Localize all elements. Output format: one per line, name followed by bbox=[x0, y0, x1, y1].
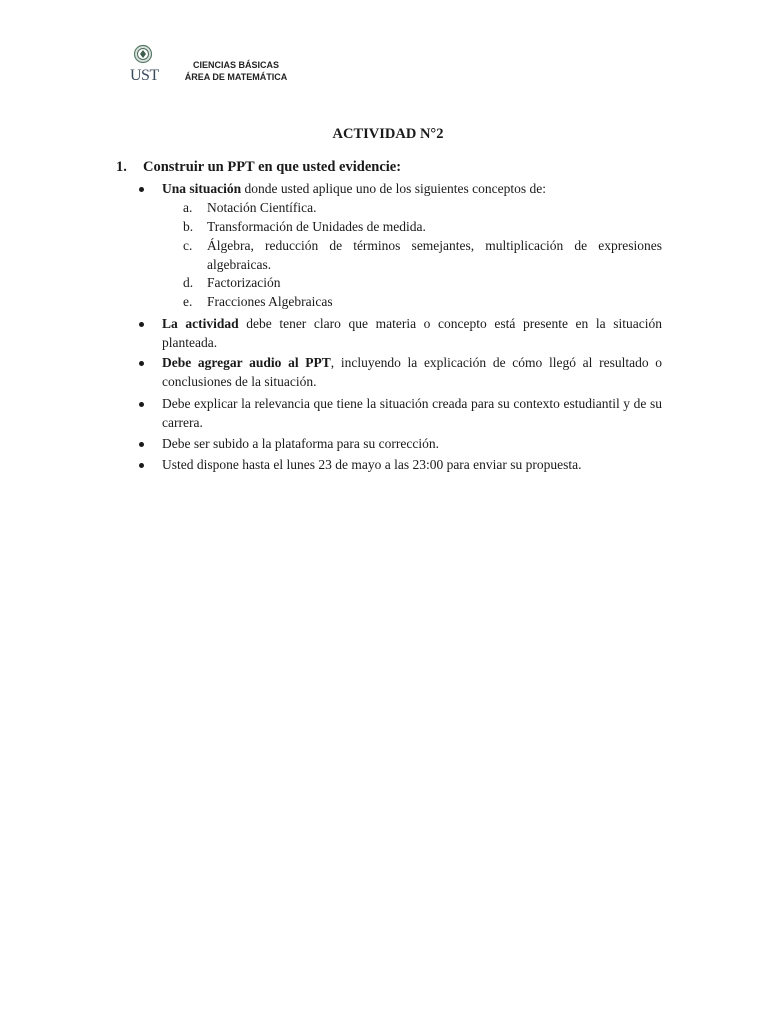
sub-item-text: Fracciones Algebraicas bbox=[207, 294, 333, 309]
institution-line-1: CIENCIAS BÁSICAS bbox=[192, 60, 279, 70]
logo-text: UST bbox=[130, 67, 159, 84]
bullet-marker bbox=[139, 357, 147, 365]
ust-emblem-icon bbox=[128, 44, 158, 68]
bullet-marker bbox=[139, 318, 147, 326]
sub-item-letter: a. bbox=[183, 200, 193, 215]
bullet-text: Debe explicar la relevancia que tiene la situación creada para su contexto estudiantil y de su carrera. bbox=[162, 396, 662, 430]
bullet-marker bbox=[139, 459, 147, 467]
bullet-item-situacion bbox=[162, 180, 662, 199]
bullet-bold: Debe agregar audio al PPT bbox=[162, 355, 331, 370]
institution-line-2: ÁREA DE MATEMÁTICA bbox=[184, 72, 288, 82]
institution-block bbox=[171, 59, 301, 83]
bullet-bold: Una situación bbox=[162, 181, 242, 196]
sub-item-text: Transformación de Unidades de medida. bbox=[207, 219, 426, 234]
bullet-text: Debe ser subido a la plataforma para su corrección. bbox=[162, 436, 440, 451]
section-title: Construir un PPT en que usted evidencie: bbox=[143, 159, 402, 175]
bullet-item-relevancia bbox=[162, 395, 662, 432]
bullet-bold: La actividad bbox=[162, 316, 239, 331]
sub-item-letter: b. bbox=[183, 219, 194, 234]
bullet-text: debe tener claro que materia o concepto está presente en la situación planteada. bbox=[162, 316, 662, 350]
bullet-text: donde usted aplique uno de los siguientes conceptos de: bbox=[241, 181, 546, 196]
bullet-item-audio bbox=[162, 354, 662, 391]
section-number: 1. bbox=[116, 159, 127, 175]
sub-item-text: Factorización bbox=[207, 275, 281, 290]
ust-logo bbox=[128, 44, 158, 90]
sub-item-text: Álgebra, reducción de términos semejantes, multiplicación de expresiones algebraicas. bbox=[207, 238, 662, 272]
sub-item-letter: c. bbox=[183, 238, 193, 253]
bullet-text: Usted dispone hasta el lunes 23 de mayo a las 23:00 para enviar su propuesta. bbox=[162, 457, 582, 472]
bullet-item-actividad bbox=[162, 315, 662, 352]
sub-item-text: Notación Científica. bbox=[207, 200, 317, 215]
sub-item-letter: e. bbox=[183, 294, 193, 309]
bullet-marker bbox=[139, 398, 147, 406]
bullet-item-plataforma bbox=[162, 435, 662, 454]
bullet-marker bbox=[139, 183, 147, 191]
bullet-marker bbox=[139, 438, 147, 446]
document-title: ACTIVIDAD N°2 bbox=[332, 126, 444, 142]
sub-item-letter: d. bbox=[183, 275, 194, 290]
bullet-item-plazo bbox=[162, 456, 662, 475]
bullet-text: , incluyendo la explicación de cómo llegó al resultado o conclusiones de la situación. bbox=[162, 355, 663, 389]
